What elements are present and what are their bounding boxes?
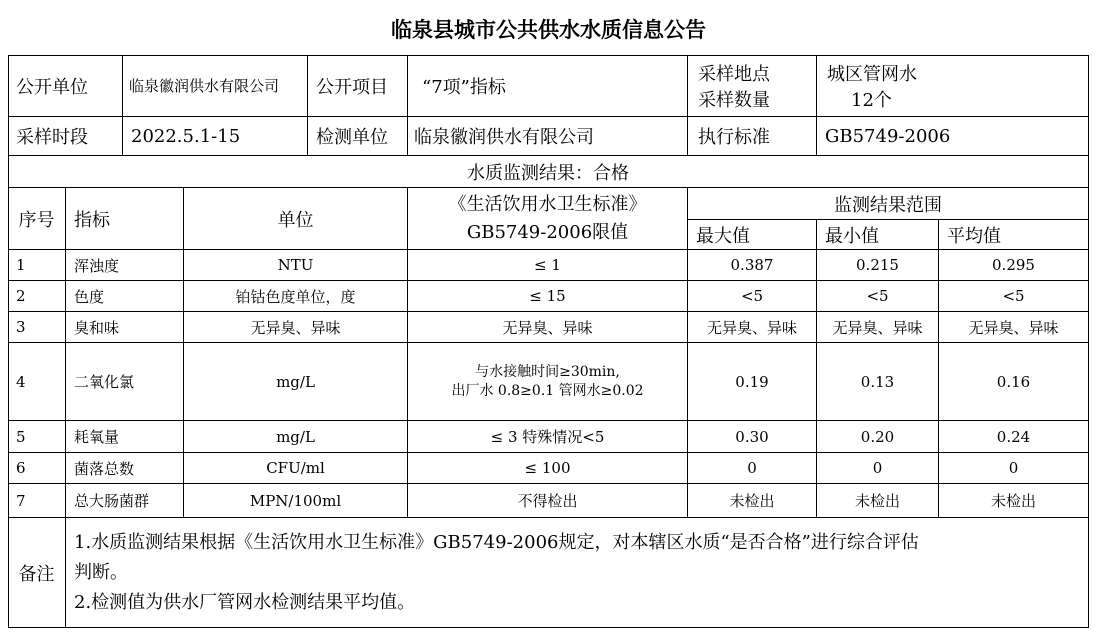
- row-4-limit-line2: 出厂水 0.8≥0.1 管网水≥0.02: [451, 382, 644, 399]
- row-1-limit: ≤ 1: [408, 250, 688, 281]
- lab-value: 临泉徽润供水有限公司: [408, 117, 688, 156]
- row-1-max: 0.387: [688, 250, 817, 281]
- row-2-unit: 铂钴色度单位，度: [184, 281, 408, 312]
- row-3-limit: 无异臭、异味: [408, 312, 688, 343]
- row-4-index: 4: [8, 343, 66, 421]
- row-1-avg: 0.295: [939, 250, 1089, 281]
- row-5-limit: ≤ 3 特殊情况<5: [408, 421, 688, 453]
- period-label: 采样时段: [8, 117, 123, 156]
- row-4-indicator: 二氧化氯: [66, 343, 184, 421]
- item-label: 公开项目: [308, 55, 408, 117]
- item-value: “7项”指标: [408, 55, 688, 117]
- notes-content: [66, 518, 1089, 628]
- row-6-indicator: 菌落总数: [66, 453, 184, 484]
- col-max: 最大值: [688, 220, 817, 250]
- row-4-max: 0.19: [688, 343, 817, 421]
- col-unit: 单位: [184, 188, 408, 250]
- row-5-avg: 0.24: [939, 421, 1089, 453]
- note-1-cont: 判断。: [74, 561, 128, 583]
- site-value: 城区管网水: [827, 63, 917, 85]
- row-6-avg: 0: [939, 453, 1089, 484]
- col-range: 监测结果范围: [688, 188, 1089, 220]
- row-2-limit: ≤ 15: [408, 281, 688, 312]
- row-3-max: 无异臭、异味: [688, 312, 817, 343]
- row-2-index: 2: [8, 281, 66, 312]
- col-avg: 平均值: [939, 220, 1089, 250]
- count-label: 采样数量: [698, 89, 770, 111]
- result-summary: 水质监测结果：合格: [8, 156, 1089, 188]
- row-6-limit: ≤ 100: [408, 453, 688, 484]
- row-7-min: 未检出: [817, 484, 939, 518]
- row-4-unit: mg/L: [184, 343, 408, 421]
- row-5-max: 0.30: [688, 421, 817, 453]
- period-value: 2022.5.1-15: [123, 117, 308, 156]
- row-2-min: <5: [817, 281, 939, 312]
- row-5-unit: mg/L: [184, 421, 408, 453]
- row-4-min: 0.13: [817, 343, 939, 421]
- site-label: 采样地点: [698, 63, 770, 85]
- row-2-avg: <5: [939, 281, 1089, 312]
- standard-value: GB5749-2006: [817, 117, 1089, 156]
- site-count-labels: [688, 55, 817, 117]
- row-3-index: 3: [8, 312, 66, 343]
- row-6-max: 0: [688, 453, 817, 484]
- page-title: 临泉县城市公共供水水质信息公告: [391, 18, 706, 42]
- row-5-min: 0.20: [817, 421, 939, 453]
- col-limit-line2: GB5749-2006限值: [466, 221, 629, 243]
- row-7-max: 未检出: [688, 484, 817, 518]
- row-5-index: 5: [8, 421, 66, 453]
- note-1: 1.水质监测结果根据《生活饮用水卫生标准》GB5749-2006规定，对本辖区水质“是否合格”进行综合评估: [74, 531, 919, 553]
- site-count-values: [817, 55, 1089, 117]
- row-4-avg: 0.16: [939, 343, 1089, 421]
- row-1-min: 0.215: [817, 250, 939, 281]
- row-1-unit: NTU: [184, 250, 408, 281]
- row-1-indicator: 浑浊度: [66, 250, 184, 281]
- col-index: 序号: [8, 188, 66, 250]
- row-2-indicator: 色度: [66, 281, 184, 312]
- row-3-avg: 无异臭、异味: [939, 312, 1089, 343]
- row-7-avg: 未检出: [939, 484, 1089, 518]
- row-3-min: 无异臭、异味: [817, 312, 939, 343]
- col-min: 最小值: [817, 220, 939, 250]
- row-7-limit: 不得检出: [408, 484, 688, 518]
- note-2: 2.检测值为供水厂管网水检测结果平均值。: [74, 591, 416, 613]
- col-limit-line1: 《生活饮用水卫生标准》: [448, 193, 647, 215]
- notes-label: 备注: [8, 518, 66, 628]
- row-6-index: 6: [8, 453, 66, 484]
- col-limit: [408, 188, 688, 250]
- publisher-label: 公开单位: [8, 55, 123, 117]
- row-4-limit-line1: 与水接触时间≥30min,: [475, 363, 620, 380]
- count-value: 12个: [851, 89, 892, 111]
- row-7-indicator: 总大肠菌群: [66, 484, 184, 518]
- row-7-index: 7: [8, 484, 66, 518]
- row-7-unit: MPN/100ml: [184, 484, 408, 518]
- col-indicator: 指标: [66, 188, 184, 250]
- row-6-min: 0: [817, 453, 939, 484]
- row-1-index: 1: [8, 250, 66, 281]
- row-3-unit: 无异臭、异味: [184, 312, 408, 343]
- water-quality-table: [8, 55, 1089, 628]
- row-3-indicator: 臭和味: [66, 312, 184, 343]
- standard-label: 执行标准: [688, 117, 817, 156]
- row-4-limit: [408, 343, 688, 421]
- row-2-max: <5: [688, 281, 817, 312]
- row-6-unit: CFU/ml: [184, 453, 408, 484]
- lab-label: 检测单位: [308, 117, 408, 156]
- row-5-indicator: 耗氧量: [66, 421, 184, 453]
- publisher-value: 临泉徽润供水有限公司: [123, 55, 308, 117]
